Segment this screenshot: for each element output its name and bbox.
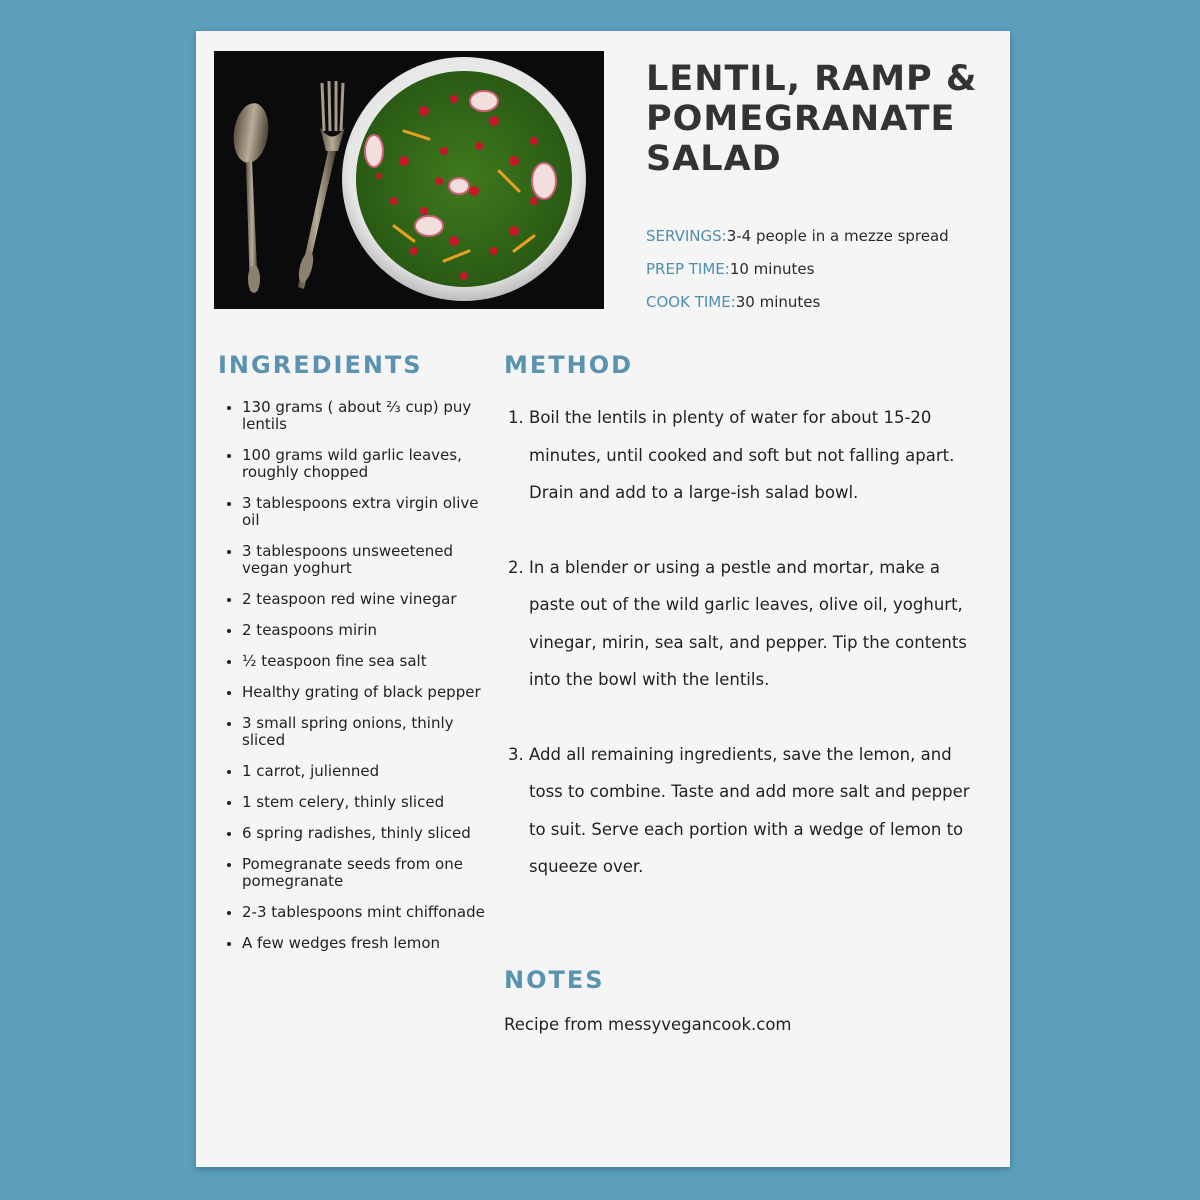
servings-value: 3-4 people in a mezze spread [726,227,949,245]
method-step: 3. Add all remaining ingredients, save the lemon, and toss to combine. Taste and add more salt and pepper to suit. Serve each portion with a wedge of lemon to squeeze over. [529,736,989,886]
ingredient-item: • Healthy grating of black pepper [242,684,492,701]
method-step: 2. In a blender or using a pestle and mortar, make a paste out of the wild garlic leaves, olive oil, yoghurt, vinegar, mirin, sea salt, and pepper. Tip the contents into the bowl with the lentils. [529,549,989,699]
ingredient-item: • 130 grams ( about ⅔ cup) puy lentils [242,399,492,433]
ingredient-item: • 3 small spring onions, thinly sliced [242,715,492,749]
ingredient-item: • 1 carrot, julienned [242,763,492,780]
method-steps [504,399,989,923]
notes-text: Recipe from messyvegancook.com [504,1015,792,1034]
ingredient-item: • 1 stem celery, thinly sliced [242,794,492,811]
prep-time-label: PREP TIME: [646,260,730,278]
ingredients-list [218,399,492,966]
ingredient-item: • Pomegranate seeds from one pomegranate [242,856,492,890]
notes-heading: NOTES [504,966,605,994]
cook-time-value: 30 minutes [735,293,821,311]
ingredient-item: • 3 tablespoons extra virgin olive oil [242,495,492,529]
recipe-card [196,31,1010,1167]
ingredient-item: • 3 tablespoons unsweetened vegan yoghurt [242,543,492,577]
cook-time-label: COOK TIME: [646,293,736,311]
ingredient-item: • 2 teaspoons mirin [242,622,492,639]
recipe-meta [646,225,996,324]
salad-photo [214,51,604,309]
ingredient-item: • ½ teaspoon fine sea salt [242,653,492,670]
servings-row [646,225,996,258]
ingredient-item: • 100 grams wild garlic leaves, roughly chopped [242,447,492,481]
ingredient-item: • 6 spring radishes, thinly sliced [242,825,492,842]
ingredient-item: • 2-3 tablespoons mint chiffonade [242,904,492,921]
cook-time-row [646,291,996,324]
ingredients-heading: INGREDIENTS [218,351,423,379]
method-step: 1. Boil the lentils in plenty of water for about 15-20 minutes, until cooked and soft but not falling apart. Drain and add to a large-ish salad bowl. [529,399,989,512]
prep-time-row [646,258,996,291]
ingredient-item: • 2 teaspoon red wine vinegar [242,591,492,608]
recipe-title: LENTIL, RAMP & POMEGRANATE SALAD [646,59,978,179]
servings-label: SERVINGS: [646,227,727,245]
ingredient-item: • A few wedges fresh lemon [242,935,492,952]
prep-time-value: 10 minutes [729,260,815,278]
method-heading: METHOD [504,351,634,379]
